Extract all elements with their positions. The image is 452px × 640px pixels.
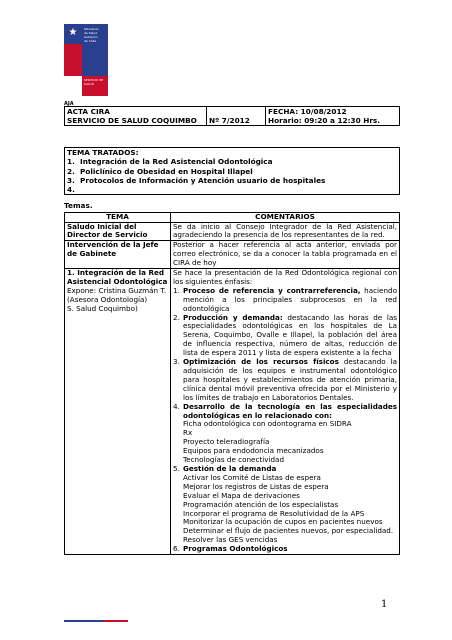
item-heading: Desarrollo de la tecnología en las especialidades odontológicas en lo relacionado con: — [183, 401, 397, 420]
author-initials: AJA — [64, 101, 74, 107]
logo-line: SALUD — [84, 82, 95, 86]
sub-item: Equipos para endodoncia mecanizados — [183, 446, 324, 456]
logo-sub-text — [84, 78, 103, 86]
servicio-name: SERVICIO DE SALUD COQUIMBO — [67, 116, 197, 125]
sub-item: Mejorar los registros de Listas de espera — [183, 481, 329, 491]
item-heading: Producción y demanda: — [183, 312, 283, 322]
page-number: 1 — [381, 599, 388, 610]
tema-cell: Intervención de la Jefe de Gabinete — [65, 241, 171, 269]
tema-title: 1. Integración de la Red Asistencial Odontológica — [67, 268, 168, 286]
tema-servicio: S. Salud Coquimbo) — [67, 303, 138, 313]
sub-item: Ficha odontológica con odontograma en SIDRA — [183, 419, 352, 429]
list-item — [173, 465, 397, 545]
temas-tratados-item — [67, 176, 397, 185]
column-header-comentarios: COMENTARIOS — [171, 213, 400, 223]
item-text: destacando la adquisición de los equipos e instrumental odontológico para hospitales y establecimientos de atención primaria, clínica dental móvil preventiva ofrecida por el Ministerio y los límites de trabajo en Laboratorios Dentales. — [183, 357, 397, 402]
sub-item: Resolver las GES vencidas — [183, 535, 278, 545]
item-number: 4. — [173, 401, 180, 411]
logo-org-text — [84, 27, 99, 43]
item-text: Integración de la Red Asistencial Odontológica — [80, 157, 273, 167]
item-number: 3. — [173, 357, 180, 367]
list-item — [173, 314, 397, 359]
logo-line: SERVICIO DE — [84, 78, 104, 82]
header-right-cell — [266, 107, 400, 126]
topics-list — [173, 287, 397, 554]
comentario-cell: Se da inicio al Consejo Integrador de la Red Asistencial, agradeciendo la presencia de los representantes de la red. — [171, 222, 400, 241]
temas-tratados-cell — [65, 148, 400, 195]
item-number: 6. — [173, 544, 180, 554]
temas-tratados-item — [67, 185, 397, 194]
item-number: 4. — [67, 185, 75, 195]
temas-tratados-item — [67, 167, 397, 176]
comentario-cell: Posterior a hacer referencia al acta anterior, enviada por correo electrónico, se da a conocer la tabla programada en el CIRA de hoy — [171, 241, 400, 269]
item-number: 2. — [173, 312, 180, 322]
star-icon: ★ — [68, 27, 78, 38]
item-number: 3. — [67, 175, 75, 185]
item-number: 5. — [173, 463, 180, 473]
item-heading: Optimización de los recursos físicos — [183, 357, 339, 367]
item-text: destacando las horas de las especialidades odontológicas en los hospitales de La Serena, Coquimbo, Ovalle e Illapel, la población del área de influencia respectiva, número de altas, reducción de lista de espera 2011 y lista de espera existente a la fecha — [183, 312, 397, 358]
temas-tratados-title: TEMA TRATADOS: — [67, 148, 139, 157]
sub-item: Determinar el flujo de pacientes nuevos, por especialidad. — [183, 526, 394, 536]
item-text: haciendo mención a los principales subprocesos en la red odontológica — [183, 285, 397, 313]
header-table — [64, 106, 400, 126]
item-text: Protocolos de Información y Atención usuario de hospitales — [80, 175, 326, 185]
sub-item: Evaluar el Mapa de derivaciones — [183, 490, 300, 500]
tema-cell — [65, 269, 171, 555]
list-item — [173, 358, 397, 403]
temas-tratados-box — [64, 147, 400, 195]
tema-cell: Saludo Inicial del Director de Servicio — [65, 222, 171, 241]
sub-item: Tecnologías de conectividad — [183, 455, 285, 465]
sub-item: Programación atención de los especialistas — [183, 499, 339, 509]
table-row — [65, 269, 400, 555]
horario: Horario: 09:20 a 12:30 Hrs. — [268, 116, 381, 125]
item-number: 2. — [67, 166, 75, 176]
footer-red-line — [104, 620, 128, 622]
item-number: 1. — [67, 157, 75, 167]
comentario-cell — [171, 269, 400, 555]
logo-flag-red — [64, 44, 82, 76]
tema-expone: Expone: Cristina Guzmán T. — [67, 285, 167, 295]
sub-item: Activar los Comité de Listas de espera — [183, 472, 321, 482]
comentario-intro: Se hace la presentación de la Red Odontológica regional con los siguientes énfasis: — [173, 268, 397, 286]
list-item — [173, 403, 397, 465]
item-heading: Programas Odontológicos — [183, 544, 288, 554]
item-heading: Proceso de referencia y contrarreferencia, — [183, 285, 361, 295]
list-item — [173, 545, 397, 554]
table-row — [65, 222, 400, 241]
temas-tratados-item — [67, 157, 397, 166]
item-text: Policlínico de Obesidad en Hospital Illapel — [80, 166, 253, 176]
acta-title: ACTA CIRA — [67, 107, 110, 116]
ministry-logo — [64, 24, 108, 102]
list-item — [173, 287, 397, 314]
column-header-tema: TEMA — [65, 213, 171, 223]
table-row — [65, 241, 400, 269]
tema-cargo: (Asesora Odontología) — [67, 294, 148, 304]
sub-item: Proyecto teleradiografía — [183, 437, 270, 447]
logo-line: de Chile — [84, 39, 97, 43]
sub-item: Rx — [183, 428, 193, 438]
item-heading: Gestión de la demanda — [183, 463, 277, 473]
header-left-cell — [65, 107, 207, 126]
sub-item: Incorporar el programa de Resolutividad de la APS — [183, 508, 365, 518]
footer-blue-line — [64, 620, 104, 622]
logo-line: de Salud — [84, 31, 98, 35]
temas-label: Temas. — [64, 201, 93, 210]
acta-number: Nº 7/2012 — [207, 107, 266, 126]
logo-line: Gobierno — [84, 35, 98, 39]
item-number: 1. — [173, 285, 180, 295]
minutes-table — [64, 212, 400, 555]
logo-line: Ministerio — [84, 27, 99, 31]
fecha: FECHA: 10/08/2012 — [268, 107, 347, 116]
sub-item: Monitorizar la ocupación de cupos en pacientes nuevos — [183, 517, 383, 527]
